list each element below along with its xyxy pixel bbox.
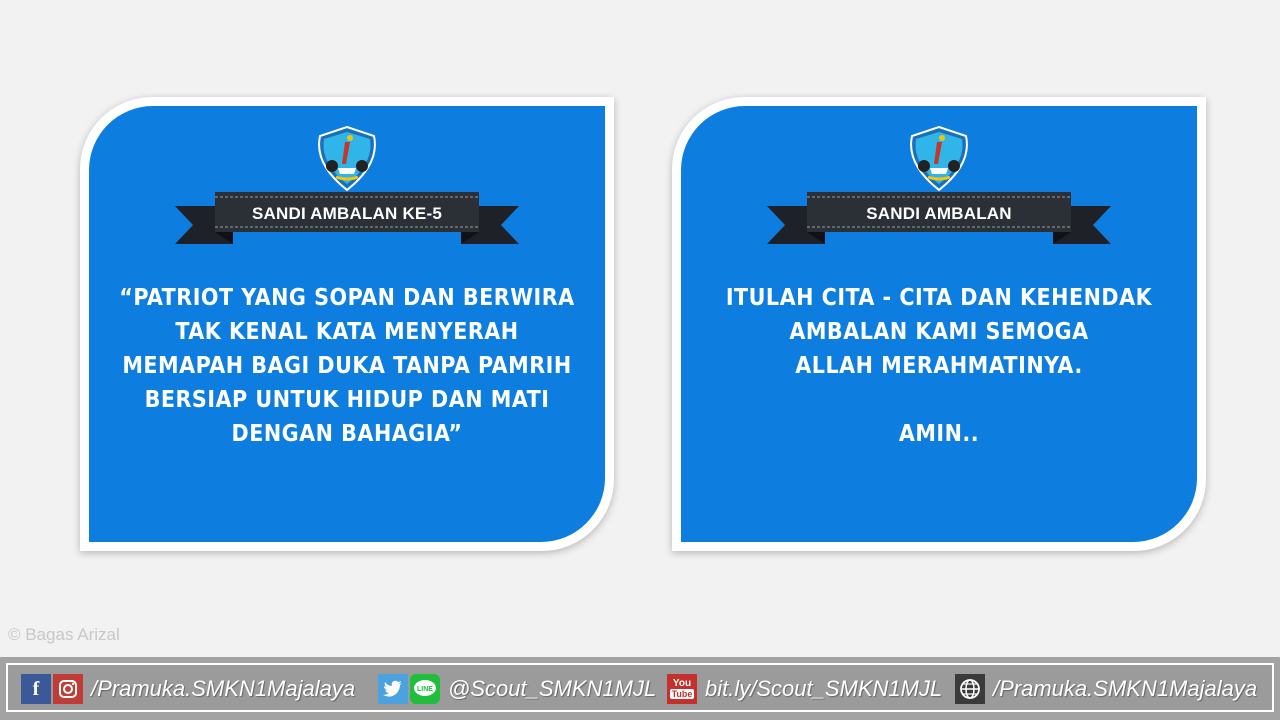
- twitter-icon[interactable]: [378, 674, 408, 704]
- quote-line: AMBALAN KAMI SEMOGA: [789, 319, 1089, 345]
- social-twitter-line[interactable]: [378, 673, 656, 705]
- ribbon-title: SANDI AMBALAN KE-5: [252, 204, 442, 223]
- line-icon[interactable]: [410, 674, 440, 704]
- scout-emblem-icon: [904, 124, 974, 194]
- social-facebook-instagram[interactable]: [21, 673, 355, 705]
- social-youtube[interactable]: [667, 673, 942, 705]
- web-handle[interactable]: /Pramuka.SMKN1Majalaya: [993, 676, 1258, 701]
- copyright-text: © Bagas Arizal: [8, 625, 120, 644]
- youtube-link[interactable]: bit.ly/Scout_SMKN1MJL: [705, 676, 943, 701]
- social-web[interactable]: [955, 673, 1257, 705]
- facebook-instagram-handle[interactable]: /Pramuka.SMKN1Majalaya: [91, 676, 356, 701]
- social-footer: [0, 657, 1280, 720]
- instagram-icon[interactable]: [53, 674, 83, 704]
- youtube-icon[interactable]: You Tube: [667, 674, 697, 704]
- quote-line: DENGAN BAHAGIA”: [231, 421, 463, 447]
- quote-card-2: [672, 97, 1206, 551]
- svg-text:LINE: LINE: [417, 686, 433, 693]
- quote-card-2-panel: [681, 106, 1197, 542]
- quote-line: ITULAH CITA - CITA DAN KEHENDAK: [725, 285, 1153, 311]
- twitter-line-handle[interactable]: @Scout_SMKN1MJL: [448, 676, 657, 701]
- quote-line: TAK KENAL KATA MENYERAH: [175, 319, 519, 345]
- quote-card-1: [80, 97, 614, 551]
- quote-text: [691, 281, 1187, 451]
- quote-line: BERSIAP UNTUK HIDUP DAN MATI: [144, 387, 550, 413]
- quote-card-1-panel: [89, 106, 605, 542]
- quote-line: MEMAPAH BAGI DUKA TANPA PAMRIH: [122, 353, 572, 379]
- quote-line: ALLAH MERAHMATINYA.: [795, 353, 1083, 379]
- ribbon-title: SANDI AMBALAN: [866, 204, 1012, 223]
- quote-spacer: [691, 383, 1187, 417]
- quote-closing: AMIN..: [898, 421, 980, 447]
- title-ribbon: [175, 192, 519, 248]
- title-ribbon: [767, 192, 1111, 248]
- facebook-icon[interactable]: f: [21, 674, 51, 704]
- quote-text: [99, 281, 595, 451]
- quote-line: “PATRIOT YANG SOPAN DAN BERWIRA: [119, 285, 575, 311]
- scout-emblem-icon: [312, 124, 382, 194]
- globe-icon[interactable]: [955, 674, 985, 704]
